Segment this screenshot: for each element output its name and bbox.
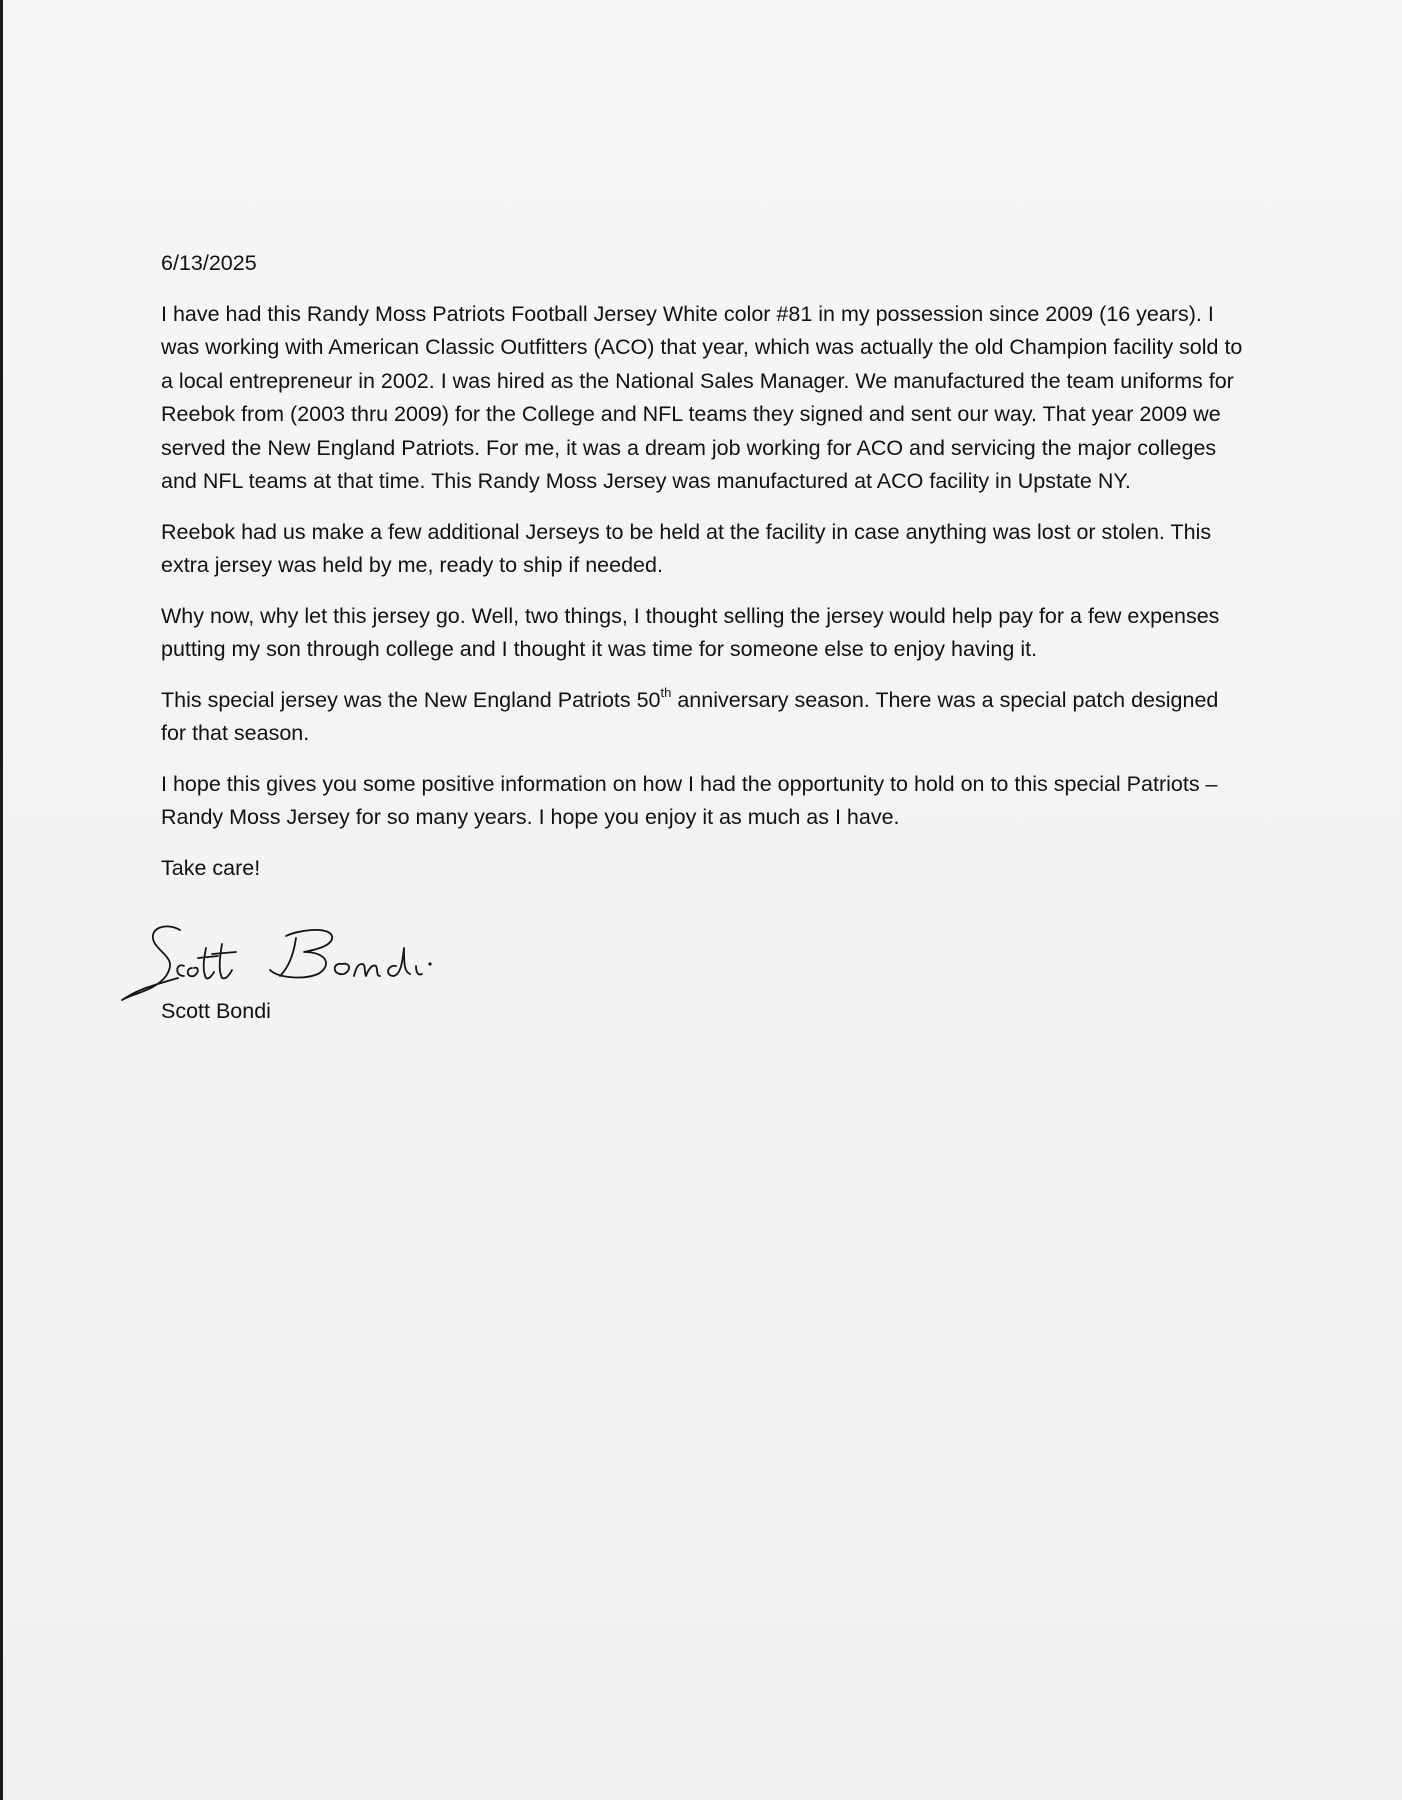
paragraph-history: I have had this Randy Moss Patriots Football Jersey White color #81 in my possession since 2009 (16 years). I was working with American Classic Outfitters (ACO) that year, which was actually the old Champion facility sold to a local entrepreneur in 2002. I was hired as the National Sales Manager. We manufactured the team uniforms for Reebok from (2003 thru 2009) for the College and NFL teams they signed and sent our way. That year 2009 we served the New England Patriots. For me, it was a dream job working for ACO and servicing the major colleges and NFL teams at that time. This Randy Moss Jersey was manufactured at ACO facility in Upstate NY.	[161, 301, 1243, 493]
printed-name: Scott Bondi	[161, 999, 271, 1023]
letter-date: 6/13/2025	[161, 251, 257, 275]
ordinal-superscript: th	[660, 685, 672, 701]
closing-line: Take care!	[161, 855, 261, 880]
paragraph-anniversary	[161, 684, 1246, 751]
paragraph-extra-jerseys: Reebok had us make a few additional Jerseys to be held at the facility in case anything was lost or stolen. This extra jersey was held by me, ready to ship if needed.	[161, 519, 1212, 577]
anniversary-text-start: This special jersey was the New England Patriots 50	[161, 687, 661, 712]
paragraph-closing-remarks: I hope this gives you some positive information on how I had the opportunity to hold on to this special Patriots – Randy Moss Jersey for so many years. I hope you enjoy it as much as I have.	[161, 771, 1218, 829]
scan-edge	[0, 0, 3, 1800]
letter-body	[161, 247, 1246, 885]
paragraph-why-now: Why now, why let this jersey go. Well, two things, I thought selling the jersey would help pay for a few expenses putting my son through college and I thought it was time for someone else to enjoy having it.	[161, 603, 1220, 661]
anniversary-text-end: anniversary season. There was a special patch designed for that season.	[161, 687, 1219, 745]
